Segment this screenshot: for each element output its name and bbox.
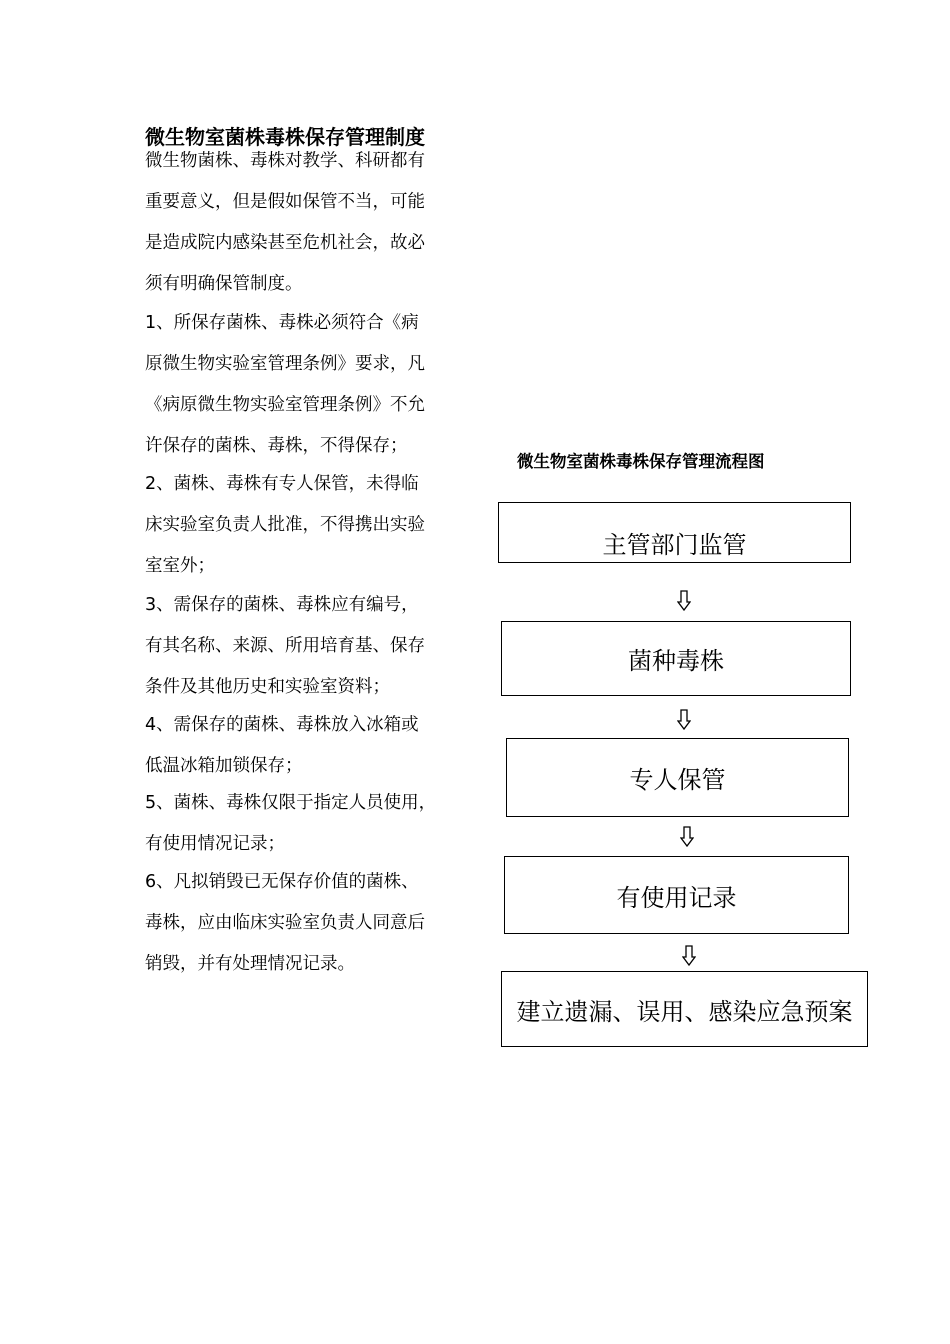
flow-step-strains: [501, 621, 851, 696]
policy-text-line: 毒株，应由临床实验室负责人同意后: [145, 913, 425, 933]
policy-text-line: 有使用情况记录；: [145, 834, 285, 854]
policy-text-line: 许保存的菌株、毒株，不得保存；: [145, 436, 408, 456]
policy-text-line: 重要意义，但是假如保管不当，可能: [145, 192, 425, 212]
flow-step-supervision: [498, 502, 851, 563]
flow-step-label: 菌种毒株: [628, 647, 724, 675]
flow-step-label: 主管部门监管: [602, 531, 747, 559]
policy-text-line: 销毁，并有处理情况记录。: [145, 954, 355, 974]
policy-text-line: 条件及其他历史和实验室资料；: [145, 677, 390, 697]
flow-step-label: 建立遗漏、误用、感染应急预案: [516, 997, 853, 1026]
flow-step-emergency-plan: [501, 971, 868, 1047]
policy-text-line: 低温冰箱加锁保存；: [145, 756, 303, 776]
policy-title: 微生物室菌株毒株保存管理制度: [145, 125, 425, 149]
policy-text-line: 3、需保存的菌株、毒株应有编号，: [145, 595, 419, 615]
policy-text-line: 5、菌株、毒株仅限于指定人员使用，: [145, 793, 437, 813]
policy-text-line: 床实验室负责人批准，不得携出实验: [145, 515, 425, 535]
hollow-down-arrow-icon: [682, 945, 696, 967]
flowchart-title: 微生物室菌株毒株保存管理流程图: [517, 452, 765, 471]
policy-text-line: 须有明确保管制度。: [145, 274, 303, 294]
policy-text-line: 有其名称、来源、所用培育基、保存: [145, 636, 425, 656]
policy-text-line: 6、凡拟销毁已无保存价值的菌株、: [145, 872, 419, 892]
hollow-down-arrow-icon: [680, 826, 694, 848]
flow-step-label: 专人保管: [629, 766, 726, 794]
hollow-down-arrow-icon: [677, 709, 691, 731]
flow-step-label: 有使用记录: [616, 883, 737, 912]
flow-step-usage-record: [504, 856, 849, 934]
policy-text-line: 微生物菌株、毒株对教学、科研都有: [145, 151, 425, 171]
flow-step-custodian: [506, 738, 849, 817]
policy-text-line: 室室外；: [145, 556, 215, 576]
hollow-down-arrow-icon: [677, 590, 691, 612]
policy-text-line: 2、菌株、毒株有专人保管，未得临: [145, 474, 419, 494]
policy-text-line: 1、所保存菌株、毒株必须符合《病: [145, 313, 419, 333]
policy-text-line: 4、需保存的菌株、毒株放入冰箱或: [145, 715, 419, 735]
policy-text-line: 原微生物实验室管理条例》要求，凡: [145, 354, 425, 374]
policy-text-line: 《病原微生物实验室管理条例》不允: [145, 395, 425, 415]
policy-text-line: 是造成院内感染甚至危机社会，故必: [145, 233, 425, 253]
